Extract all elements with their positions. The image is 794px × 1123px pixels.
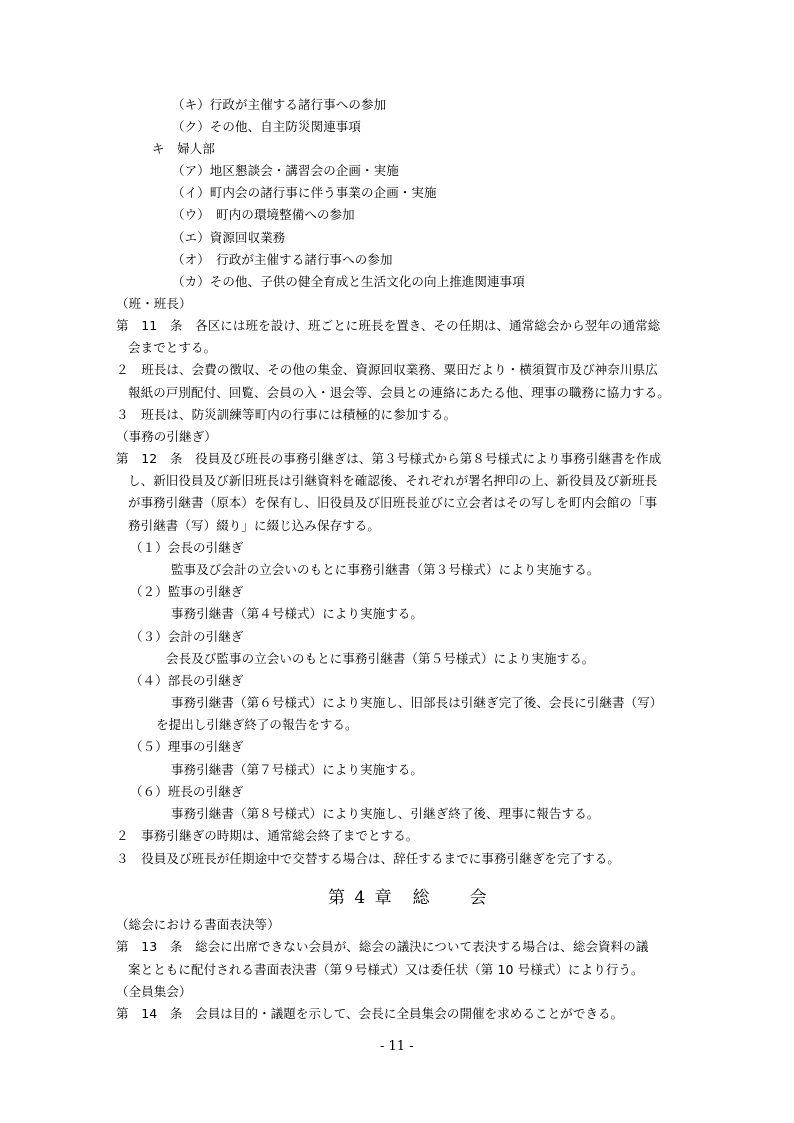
text-line: 案とともに配付される書面表決書（第９号様式）又は委任状（第 10 号様式）により行う。 [128, 962, 644, 977]
page-number: - 11 - [380, 1039, 414, 1054]
text-line: を提出し引継ぎ終了の報告をする。 [156, 717, 358, 732]
text-line: （４）部長の引継ぎ [130, 673, 244, 688]
text-line: （オ） 行政が主催する諸行事への参加 [172, 252, 393, 267]
article-line: 第 12 条 役員及び班長の事務引継ぎは、第３号様式から第８号様式により事務引継書を作成 [116, 451, 662, 466]
text-line: ２ 班長は、会費の徴収、その他の集金、資源回収業務、粟田だより・横須賀市及び神奈川県広 [116, 362, 658, 377]
text-line: （イ）町内会の諸行事に伴う事業の企画・実施 [172, 185, 437, 200]
article-line: 第 13 条 総会に出席できない会員が、総会の議決について表決する場合は、総会資料の議 [116, 939, 649, 954]
text-line: 事務引継書（第６号様式）により実施し、旧部長は引継ぎ完了後、会長に引継書（写） [171, 695, 663, 710]
text-line: 監事及び会計の立会いのもとに事務引継書（第３号様式）により実施する。 [171, 562, 600, 577]
section-caption: （全員集会） [116, 984, 192, 999]
text-line: （５）理事の引継ぎ [130, 739, 244, 754]
text-line: （エ）資源回収業務 [172, 230, 286, 245]
text-line: ２ 事務引継ぎの時期は、通常総会終了までとする。 [116, 828, 419, 843]
text-line: （６）班長の引継ぎ [130, 784, 244, 799]
section-caption: （班・班長） [116, 296, 192, 311]
text-line: 報紙の戸別配付、回覧、会員の入・退会等、会員との連絡にあたる他、理事の職務に協力する。 [128, 385, 670, 400]
chapter-heading: 第 4 章 総 会 [328, 888, 489, 908]
text-line: （キ）行政が主催する諸行事への参加 [172, 97, 387, 112]
text-line: 会長及び監事の立会いのもとに事務引継書（第５号様式）により実施する。 [166, 651, 595, 666]
text-line: が事務引継書（原本）を保有し、旧役員及び旧班長並びに立会者はその写しを町内会館の「事 [128, 495, 658, 510]
text-line: （ア）地区懇談会・講習会の企画・実施 [172, 163, 399, 178]
article-line: 第 14 条 会員は目的・議題を示して、会長に全員集会の開催を求めることができる。 [116, 1006, 624, 1021]
text-line: 事務引継書（第４号様式）により実施する。 [171, 606, 424, 621]
text-line: （２）監事の引継ぎ [130, 584, 244, 599]
text-line: （ウ） 町内の環境整備への参加 [172, 207, 355, 222]
text-line: （カ）その他、子供の健全育成と生活文化の向上推進関連事項 [172, 274, 525, 289]
text-line: （ク）その他、自主防災関連事項 [172, 119, 362, 134]
article-line: 第 11 条 各区には班を設け、班ごとに班長を置き、その任期は、通常総会から翌年の通常総 [116, 318, 661, 333]
section-caption: （事務の引継ぎ） [116, 429, 217, 444]
text-line: ３ 役員及び班長が任期途中で交替する場合は、辞任するまでに事務引継ぎを完了する。 [116, 851, 621, 866]
text-line: 務引継書（写）綴り」に綴じ込み保存する。 [128, 518, 381, 533]
text-line: （１）会長の引継ぎ [130, 540, 244, 555]
text-line: キ 婦人部 [152, 141, 216, 156]
section-caption: （総会における書面表決等） [116, 917, 280, 932]
text-line: 事務引継書（第７号様式）により実施する。 [171, 762, 424, 777]
text-line: 事務引継書（第８号様式）により実施し、引継ぎ終了後、理事に報告する。 [171, 806, 600, 821]
text-line: 会までとする。 [128, 340, 217, 355]
text-line: し、新旧役員及び新旧班長は引継資料を確認後、それぞれが署名押印の上、新役員及び新班長 [128, 473, 658, 488]
text-line: （３）会計の引継ぎ [130, 629, 244, 644]
text-line: ３ 班長は、防災訓練等町内の行事には積極的に参加する。 [116, 407, 457, 422]
